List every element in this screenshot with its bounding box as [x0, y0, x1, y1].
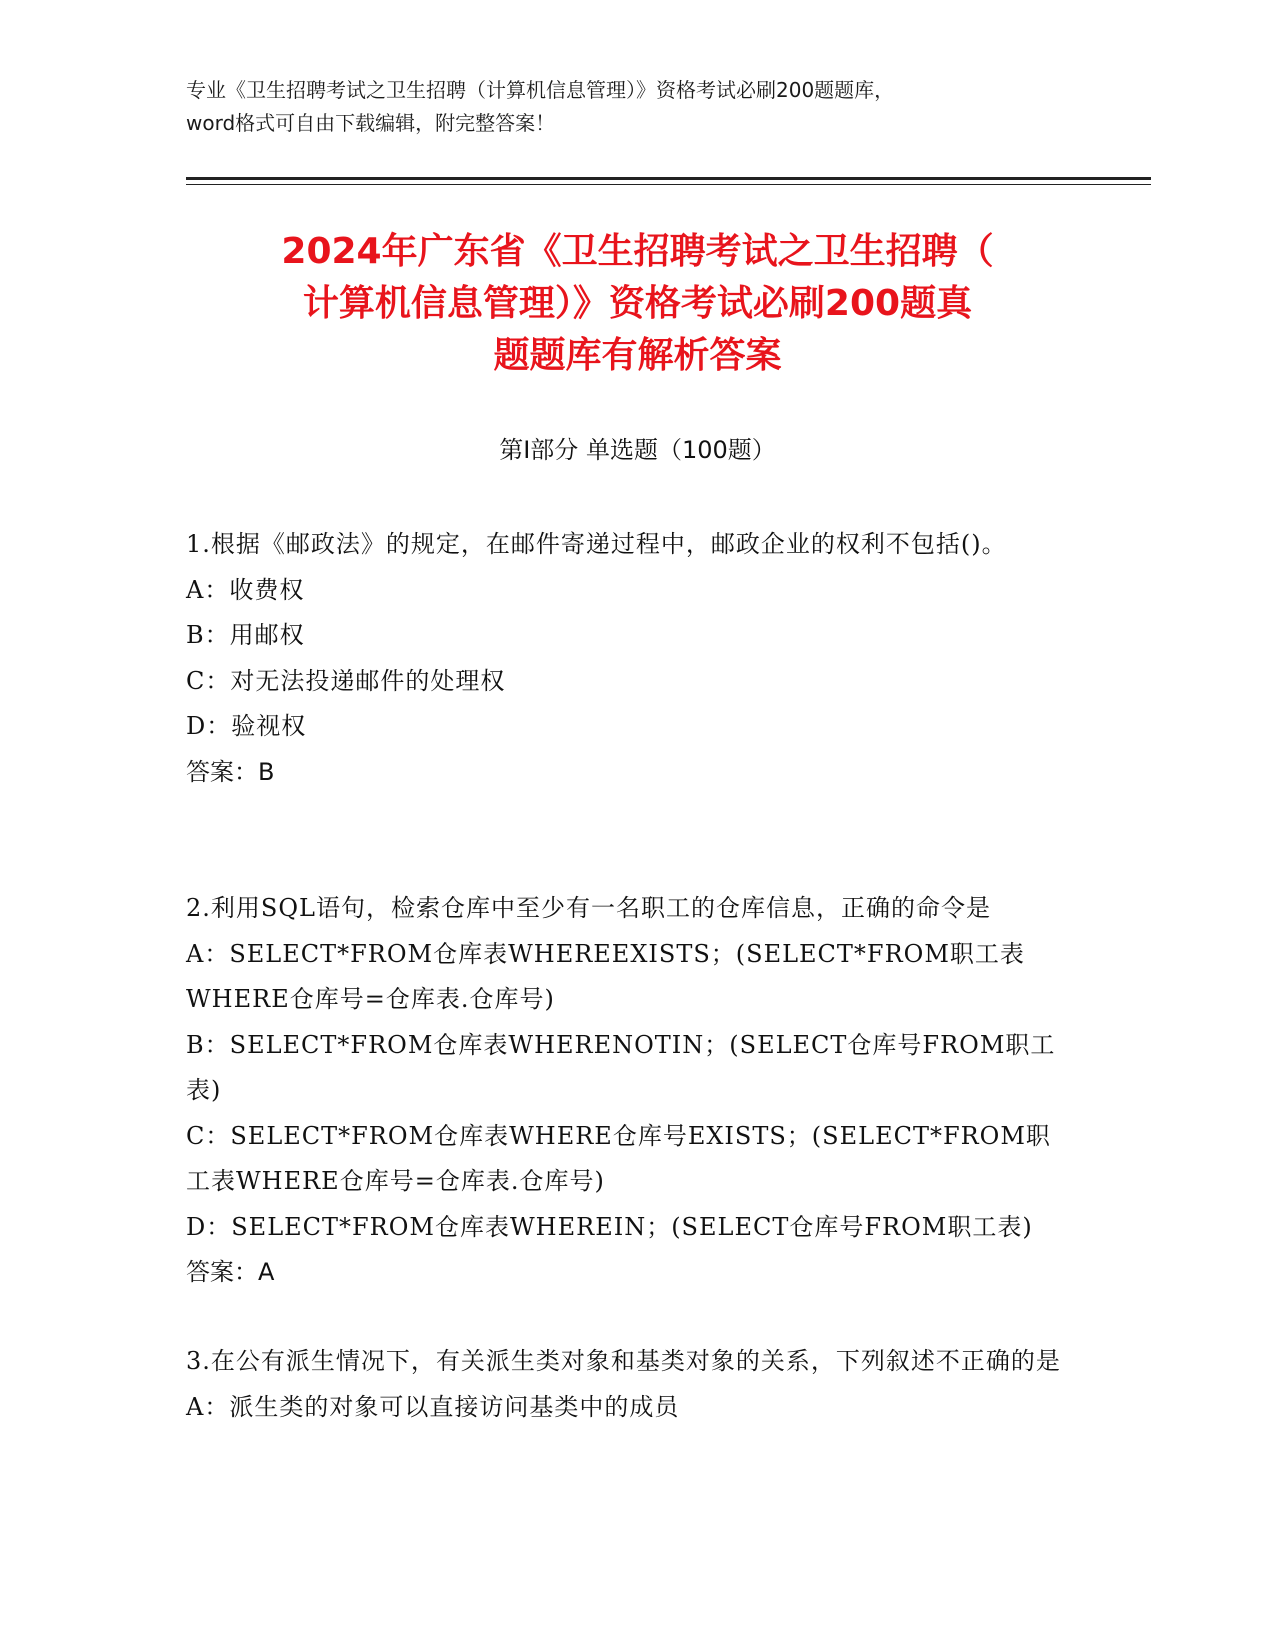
option-a: A：SELECT*FROM仓库表WHEREEXISTS；(SELECT*FROM职工表WHERE仓库号=仓库表.仓库号) — [186, 939, 1025, 1013]
option-a: A：收费权 — [186, 575, 305, 604]
document-title — [160, 226, 1115, 382]
header-note — [186, 74, 1086, 140]
title-line-3: 题题库有解析答案 — [493, 335, 782, 376]
question-2 — [186, 886, 1066, 1296]
question-stem: 2.利用SQL语句，检索仓库中至少有一名职工的仓库信息，正确的命令是 — [186, 894, 991, 922]
header-divider-thin — [186, 184, 1151, 185]
option-d: D：验视权 — [186, 712, 307, 740]
header-note-line-1: 专业《卫生招聘考试之卫生招聘（计算机信息管理）》资格考试必刷200题题库， — [186, 78, 895, 102]
question-3 — [186, 1339, 1066, 1430]
question-1 — [186, 522, 1066, 795]
option-c: C：对无法投递邮件的处理权 — [186, 666, 506, 695]
option-b: B：用邮权 — [186, 621, 305, 649]
option-c: C：SELECT*FROM仓库表WHERE仓库号EXISTS；(SELECT*FROM职工表WHERE仓库号=仓库表.仓库号) — [186, 1121, 1051, 1195]
option-d: D：SELECT*FROM仓库表WHEREIN；(SELECT仓库号FROM职工表) — [186, 1212, 1033, 1241]
header-note-line-2: word格式可自由下载编辑，附完整答案！ — [186, 111, 556, 135]
title-line-1: 2024年广东省《卫生招聘考试之卫生招聘（ — [281, 231, 994, 272]
option-a: A：派生类的对象可以直接访问基类中的成员 — [186, 1392, 680, 1421]
question-stem: 3.在公有派生情况下，有关派生类对象和基类对象的关系，下列叙述不正确的是 — [186, 1347, 1061, 1375]
answer: 答案：A — [186, 1258, 275, 1286]
section-heading: 第Ⅰ部分 单选题（100题） — [499, 436, 776, 464]
option-b: B：SELECT*FROM仓库表WHERENOTIN；(SELECT仓库号FROM职工表) — [186, 1030, 1056, 1104]
title-line-2: 计算机信息管理）》资格考试必刷200题真 — [302, 283, 973, 324]
question-stem: 1.根据《邮政法》的规定，在邮件寄递过程中，邮政企业的权利不包括()。 — [186, 530, 1007, 558]
header-divider-thick — [186, 177, 1151, 180]
answer: 答案：B — [186, 757, 275, 786]
